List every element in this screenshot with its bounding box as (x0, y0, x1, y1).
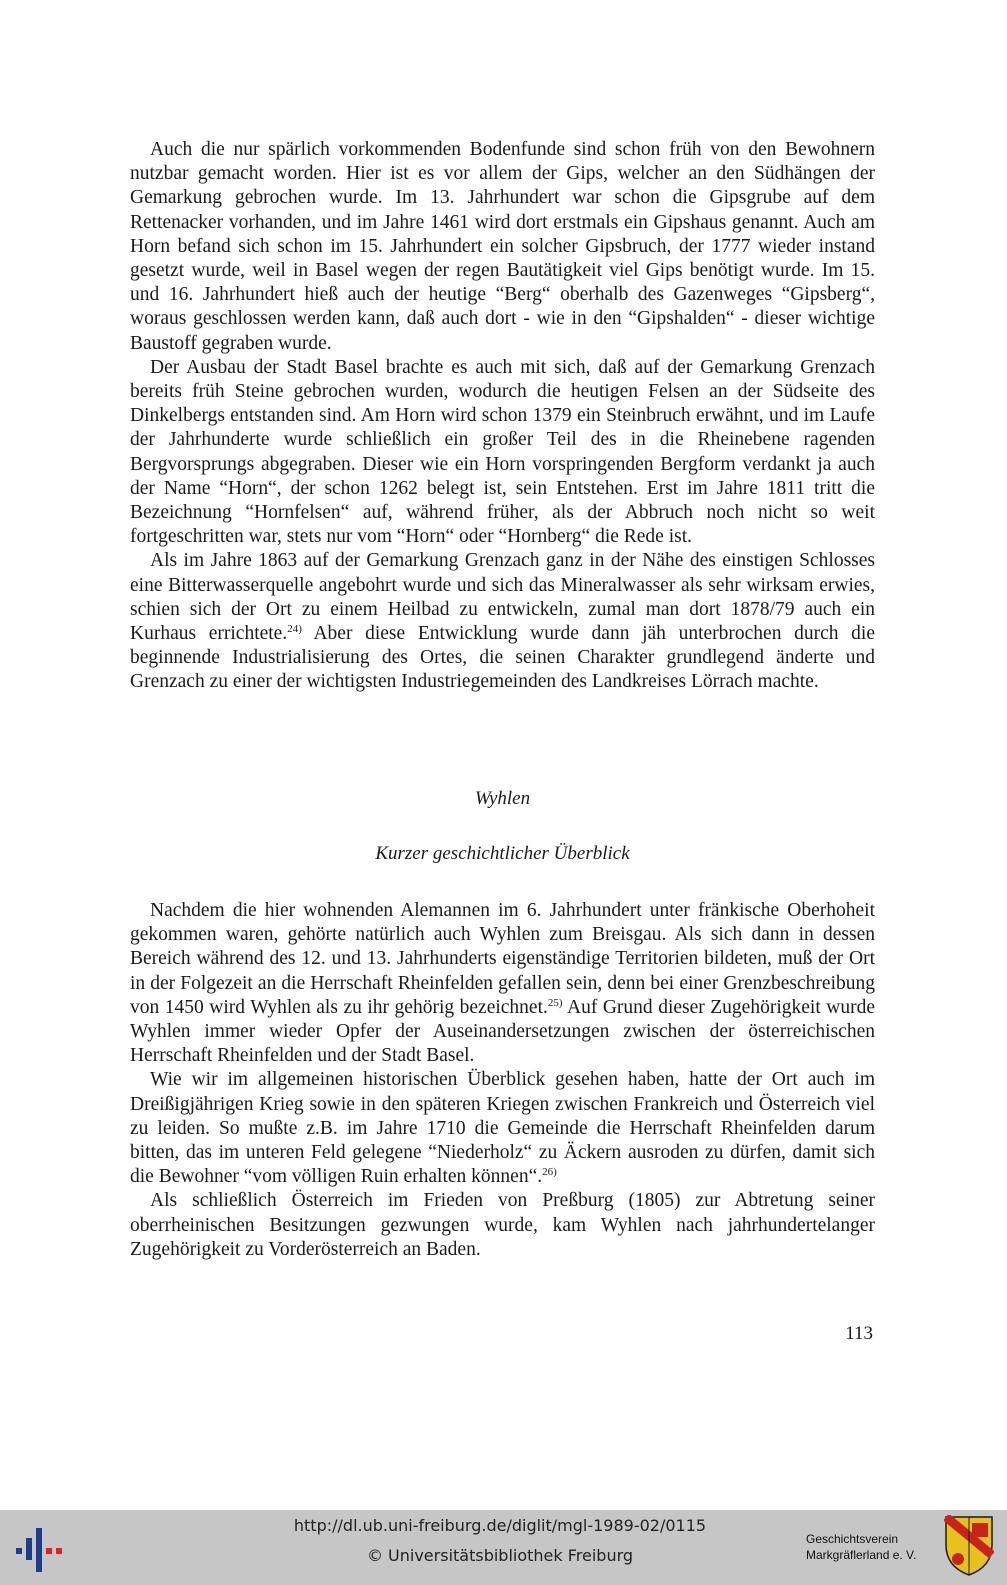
text-block-grenzach (130, 138, 875, 695)
paragraph (130, 549, 875, 694)
paragraph (130, 899, 875, 1068)
paragraph: Als schließlich Österreich im Frieden von Preßburg (1805) zur Abtretung seiner oberrheinischen Besitzungen gezwungen wurde, kam Wyhlen nach jahrhundertelanger Zugehörigkeit zu Vorderösterreich an Baden. (130, 1190, 875, 1260)
footnote-ref: 25) (547, 996, 563, 1009)
paragraph-text: Aber diese Entwicklung wurde dann jäh unterbrochen durch die beginnende Industrialisierung des Ortes, die seinen Charakter grundlegend änderte und Grenzach zu einer der wichtigsten Industriegemeinden des Landkreises Lörrach machte. (130, 623, 875, 693)
copyright-text: © Universitätsbibliothek Freiburg (366, 1546, 634, 1565)
paragraph-text: Auf Grund dieser Zugehörigkeit wurde Wyhlen immer wieder Opfer der Auseinandersetzungen zwischen der österreichischen Herrschaft Rheinfelden und der Stadt Basel. (130, 996, 875, 1067)
coat-of-arms-icon[interactable] (944, 1515, 994, 1577)
library-logo-icon[interactable] (14, 1528, 64, 1572)
section-title: Wyhlen (474, 788, 531, 809)
org-name-line: Markgräflerland e. V. (806, 1548, 917, 1562)
text-block-wyhlen (130, 899, 875, 1262)
paragraph-text: Nachdem die hier wohnenden Alemannen im 6. Jahrhundert unter fränkische Oberhoheit gekommen waren, gehörte natürlich auch Wyhlen zum Breisgau. Als sich dann in dessen Bereich während des 12. und 13. Jahrhunderts eigenständige Territorien bildeten, muß der Ort in der Folgezeit an die Herrschaft Rheinfelden gefallen sein, denn bei einer Grenzbeschreibung von 1450 wird Wyhlen als zu ihr gehörig bezeichnet. (130, 900, 875, 1018)
paragraph-text: Als im Jahre 1863 auf der Gemarkung Grenzach ganz in der Nähe des einstigen Schlosses eine Bitterwasserquelle angebohrt wurde und sich das Mineralwasser als sehr wirksam erwies, schien sich der Ort zu einem Heilbad zu entwickeln, zumal man dort 1878/79 auch ein Kurhaus errichtete. (130, 550, 875, 645)
paragraph (130, 1068, 875, 1189)
footer-bar (0, 1510, 1007, 1585)
paragraph-text: Wie wir im allgemeinen historischen Überblick gesehen haben, hatte der Ort auch im Dreißigjährigen Krieg sowie in den späteren Kriegen zwischen Frankreich und Österreich viel zu leiden. So mußte z.B. im Jahre 1710 die Gemeinde die Herrschaft Rheinfelden darum bitten, das im unteren Feld gelegene “Niederholz“ zu Äckern ausroden zu dürfen, damit sich die Bewohner “vom völligen Ruin erhalten können“. (130, 1069, 875, 1188)
section-subtitle: Kurzer geschichtlicher Überblick (375, 843, 630, 864)
permalink-url[interactable]: http://dl.ub.uni-freiburg.de/diglit/mgl-1989-02/0115 (293, 1516, 707, 1535)
footnote-ref: 24) (287, 623, 302, 636)
paragraph: Der Ausbau der Stadt Basel brachte es auch mit sich, daß auf der Gemarkung Grenzach bereits früh Steine gebrochen wurden, wodurch die heutigen Felsen an der Südseite des Dinkelbergs entstanden sind. Am Horn wird schon 1379 ein Steinbruch erwähnt, und im Laufe der Jahrhunderte wurde schließlich ein großer Teil des in die Rheinebene ragenden Bergvorsprungs abgegraben. Dieser wie ein Horn vorspringenden Bergform verdankt ja auch der Name “Horn“, der schon 1262 belegt ist, sein Entstehen. Erst im Jahre 1811 tritt die Bezeichnung “Hornfelsen“ auf, während früher, als der Abbruch noch nicht so weit fortgeschritten war, stets nur vom “Horn“ oder “Hornberg“ die Rede ist. (130, 356, 875, 548)
org-name[interactable] (806, 1531, 936, 1563)
footnote-ref: 26) (542, 1166, 557, 1179)
org-name-line: Geschichtsverein (806, 1532, 899, 1546)
paragraph: Auch die nur spärlich vorkommenden Bodenfunde sind schon früh von den Bewohnern nutzbar gemacht worden. Hier ist es vor allem der Gips, welcher an den Südhängen der Gemarkung gebrochen wurde. Im 13. Jahrhundert war schon die Gipsgrube auf dem Rettenacker vorhanden, und im Jahre 1461 wird dort erstmals ein Gipshaus genannt. Auch am Horn befand sich schon im 15. Jahrhundert ein solcher Gipsbruch, der 1777 wieder instand gesetzt wurde, weil in Basel wegen der regen Bautätigkeit viel Gips benötigt wurde. Im 15. und 16. Jahrhundert hieß auch der heutige “Berg“ oberhalb des Gazenweges “Gipsberg“, woraus geschlossen werden kann, daß auch dort - wie in den “Gipshalden“ - dieser wichtige Baustoff gegraben wurde. (130, 139, 875, 354)
page-number: 113 (845, 1323, 873, 1344)
